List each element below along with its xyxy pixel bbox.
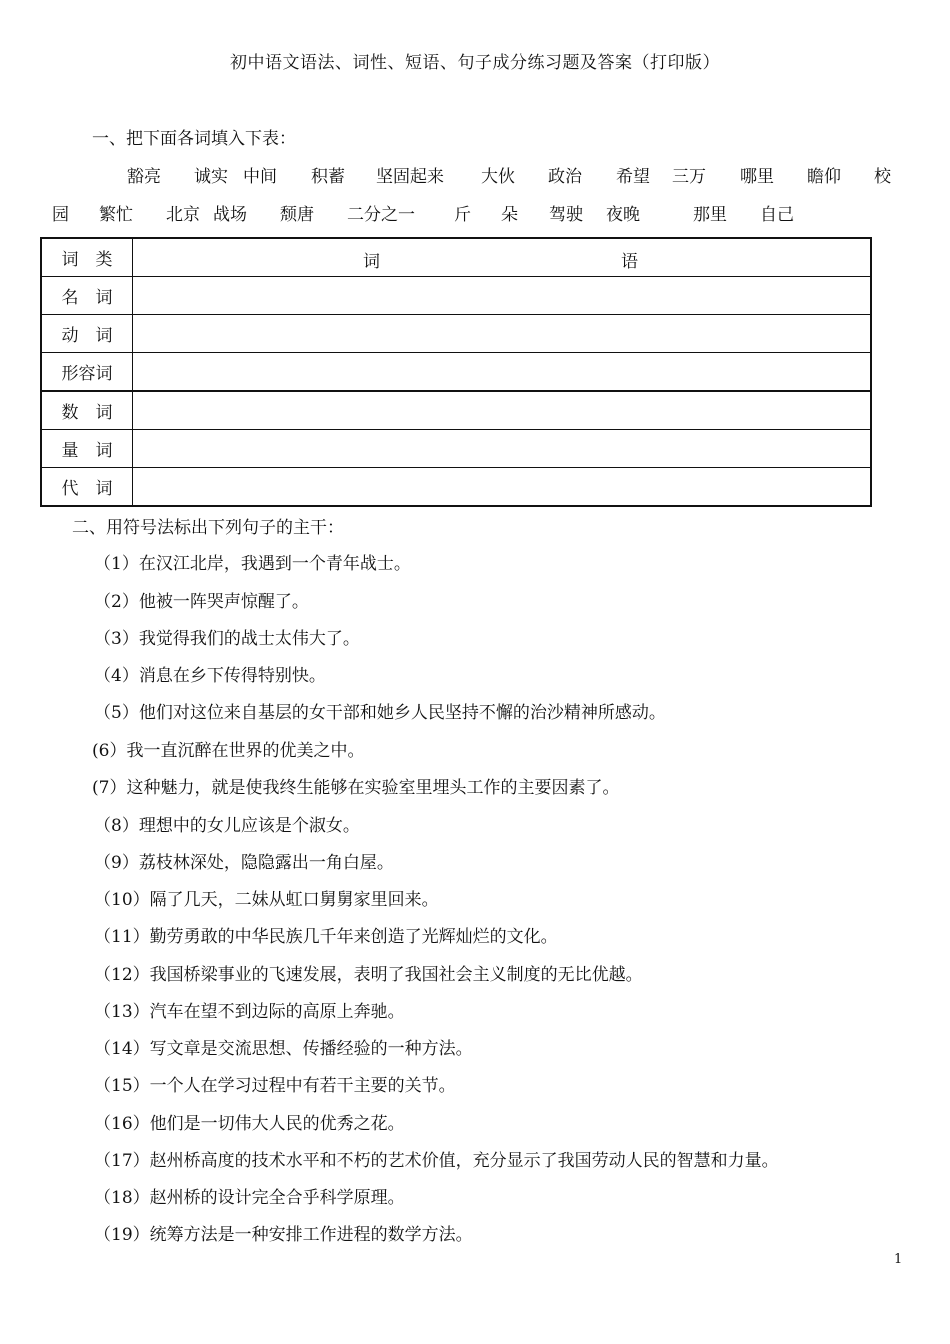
word-item: 豁亮 (127, 167, 161, 187)
table-header-words-char-1: 词 (363, 252, 380, 272)
sentence-item: （17）赵州桥高度的技术水平和不朽的艺术价值，充分显示了我国劳动人民的智慧和力量。 (94, 1151, 779, 1171)
word-item: 北京 (166, 205, 200, 225)
word-item: 驾驶 (549, 205, 583, 225)
table-row-category: 形容词 (41, 353, 133, 392)
sentence-item: (7）这种魅力，就是使我终生能够在实验室里埋头工作的主要因素了。 (92, 778, 620, 798)
table-row-answer-cell[interactable] (133, 277, 872, 315)
word-item: 三万 (672, 167, 706, 187)
word-item: 斤 (454, 205, 471, 225)
word-item: 那里 (693, 205, 727, 225)
sentence-item: (6）我一直沉醉在世界的优美之中。 (92, 741, 365, 761)
word-list-line-2 (0, 200, 950, 224)
sentence-item: （11）勤劳勇敢的中华民族几千年来创造了光辉灿烂的文化。 (94, 927, 558, 947)
word-item: 二分之一 (347, 205, 415, 225)
table-row-category: 动 词 (41, 315, 133, 353)
word-item: 政治 (548, 167, 582, 187)
table-row (41, 277, 871, 315)
sentence-item: （16）他们是一切伟大人民的优秀之花。 (94, 1114, 405, 1134)
word-item: 自己 (760, 205, 794, 225)
word-item: 中间 (243, 167, 277, 187)
sentence-item: （9）荔枝林深处，隐隐露出一角白屋。 (94, 853, 394, 873)
table-header-row (41, 238, 871, 277)
word-item: 积蓄 (311, 167, 345, 187)
word-item: 繁忙 (99, 205, 133, 225)
word-class-table (40, 237, 872, 507)
sentence-item: （3）我觉得我们的战士太伟大了。 (94, 629, 360, 649)
word-item: 坚固起来 (376, 167, 444, 187)
word-item: 大伙 (481, 167, 515, 187)
table-row-answer-cell[interactable] (133, 315, 872, 353)
table-row-category: 名 词 (41, 277, 133, 315)
word-item: 瞻仰 (807, 167, 841, 187)
table-header-words-char-2: 语 (621, 252, 638, 272)
sentence-item: （14）写文章是交流思想、传播经验的一种方法。 (94, 1039, 473, 1059)
table-header-words (133, 238, 872, 277)
table-row-answer-cell[interactable] (133, 430, 872, 468)
sentence-item: （5）他们对这位来自基层的女干部和她乡人民坚持不懈的治沙精神所感动。 (94, 703, 666, 723)
table-row-category: 数 词 (41, 391, 133, 430)
word-item: 希望 (616, 167, 650, 187)
table-row (41, 391, 871, 430)
word-item: 校 (874, 167, 891, 187)
word-item: 朵 (501, 205, 518, 225)
sentence-item: （12）我国桥梁事业的飞速发展，表明了我国社会主义制度的无比优越。 (94, 965, 643, 985)
sentence-item: （8）理想中的女儿应该是个淑女。 (94, 816, 360, 836)
word-item: 诚实 (194, 167, 228, 187)
table-row-answer-cell[interactable] (133, 391, 872, 430)
table-row (41, 353, 871, 392)
sentence-item: （1）在汉江北岸，我遇到一个青年战士。 (94, 554, 411, 574)
word-item: 战场 (213, 205, 247, 225)
table-row-answer-cell[interactable] (133, 468, 872, 507)
sentence-item: （10）隔了几天，二妹从虹口舅舅家里回来。 (94, 890, 439, 910)
table-row (41, 315, 871, 353)
table-row-category: 量 词 (41, 430, 133, 468)
word-item: 园 (52, 205, 69, 225)
table-row-category: 代 词 (41, 468, 133, 507)
section2-heading: 二、用符号法标出下列句子的主干： (72, 518, 344, 538)
sentence-item: （13）汽车在望不到边际的高原上奔驰。 (94, 1002, 405, 1022)
sentence-item: （19）统筹方法是一种安排工作进程的数学方法。 (94, 1225, 473, 1245)
sentence-item: （2）他被一阵哭声惊醒了。 (94, 592, 309, 612)
word-item: 颓唐 (280, 205, 314, 225)
table-row (41, 430, 871, 468)
page-number: 1 (894, 1252, 903, 1267)
word-list-line-1 (0, 162, 950, 186)
sentence-item: （15）一个人在学习过程中有若干主要的关节。 (94, 1076, 456, 1096)
word-item: 夜晚 (606, 205, 640, 225)
section1-heading: 一、把下面各词填入下表： (92, 129, 296, 149)
sentence-item: （4）消息在乡下传得特别快。 (94, 666, 326, 686)
document-title: 初中语文语法、词性、短语、句子成分练习题及答案（打印版） (230, 53, 720, 73)
word-item: 哪里 (740, 167, 774, 187)
table-header-category: 词 类 (41, 238, 133, 277)
table-row-answer-cell[interactable] (133, 353, 872, 392)
sentence-item: （18）赵州桥的设计完全合乎科学原理。 (94, 1188, 405, 1208)
table-row (41, 468, 871, 507)
